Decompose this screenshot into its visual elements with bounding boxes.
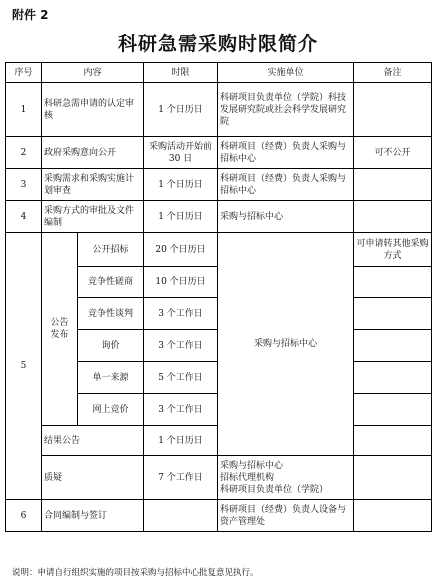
method-time: 3 个工作日	[144, 298, 218, 330]
method-name: 网上竞价	[78, 394, 144, 426]
query-remark	[354, 456, 432, 500]
row-content: 政府采购意向公开	[42, 137, 144, 169]
row-remark	[354, 500, 432, 532]
table-row	[6, 137, 432, 169]
method-time: 20 个日历日	[144, 233, 218, 267]
row-remark	[354, 201, 432, 233]
header-content: 内容	[42, 63, 144, 83]
row-content: 采购需求和采购实施计划审查	[42, 169, 144, 201]
table-header-row	[6, 63, 432, 83]
method-time: 3 个工作日	[144, 330, 218, 362]
row-unit: 科研项目（经费）负责人采购与招标中心	[218, 137, 354, 169]
query-time: 7 个工作日	[144, 456, 218, 500]
query-content: 质疑	[42, 456, 144, 500]
row-content: 合同编制与签订	[42, 500, 144, 532]
header-remark: 备注	[354, 63, 432, 83]
row-no: 2	[6, 137, 42, 169]
table-row	[6, 83, 432, 137]
method-remark	[354, 362, 432, 394]
method-name: 询价	[78, 330, 144, 362]
method-remark	[354, 298, 432, 330]
method-name: 竞争性磋商	[78, 267, 144, 298]
announcement-group-label: 公告发布	[42, 233, 78, 426]
row-remark	[354, 83, 432, 137]
method-time: 10 个日历日	[144, 267, 218, 298]
footnote: 说明：申请自行组织实施的项目按采购与招标中心批复意见执行。	[12, 568, 259, 578]
row-no: 3	[6, 169, 42, 201]
method-time: 3 个工作日	[144, 394, 218, 426]
result-time: 1 个日历日	[144, 426, 218, 456]
procurement-time-table	[5, 62, 432, 532]
method-remark: 可申请转其他采购方式	[354, 233, 432, 267]
result-remark	[354, 426, 432, 456]
header-time: 时限	[144, 63, 218, 83]
row-time: 1 个日历日	[144, 201, 218, 233]
result-announcement: 结果公告	[42, 426, 144, 456]
row-no: 1	[6, 83, 42, 137]
query-unit: 采购与招标中心 招标代理机构 科研项目负责单位（学院）	[218, 456, 354, 500]
row-time: 1 个日历日	[144, 169, 218, 201]
row-no: 5	[6, 233, 42, 500]
header-no: 序号	[6, 63, 42, 83]
row-remark	[354, 169, 432, 201]
row-unit: 采购与招标中心	[218, 201, 354, 233]
table-row	[6, 500, 432, 532]
table-row	[6, 201, 432, 233]
page-title: 科研急需采购时限简介	[117, 33, 318, 55]
row-time	[144, 500, 218, 532]
header-unit: 实施单位	[218, 63, 354, 83]
row-time: 采购活动开始前 30 日	[144, 137, 218, 169]
table-row	[6, 169, 432, 201]
attachment-label: 附件 2	[12, 8, 49, 22]
method-remark	[354, 394, 432, 426]
row-remark: 可不公开	[354, 137, 432, 169]
row-unit: 科研项目（经费）负责人采购与招标中心	[218, 169, 354, 201]
table-row	[6, 233, 432, 267]
method-remark	[354, 267, 432, 298]
method-name: 公开招标	[78, 233, 144, 267]
row-unit: 科研项目（经费）负责人设备与资产管理处	[218, 500, 354, 532]
row-no: 6	[6, 500, 42, 532]
row-unit: 科研项目负责单位（学院）科技发展研究院或社会科学发展研究院	[218, 83, 354, 137]
row-content: 科研急需申请的认定审核	[42, 83, 144, 137]
row-content: 采购方式的审批及文件编制	[42, 201, 144, 233]
announcement-unit: 采购与招标中心	[218, 233, 354, 456]
method-name: 单一来源	[78, 362, 144, 394]
method-time: 5 个工作日	[144, 362, 218, 394]
method-remark	[354, 330, 432, 362]
table-row	[6, 456, 432, 500]
row-no: 4	[6, 201, 42, 233]
row-time: 1 个日历日	[144, 83, 218, 137]
method-name: 竞争性谈判	[78, 298, 144, 330]
